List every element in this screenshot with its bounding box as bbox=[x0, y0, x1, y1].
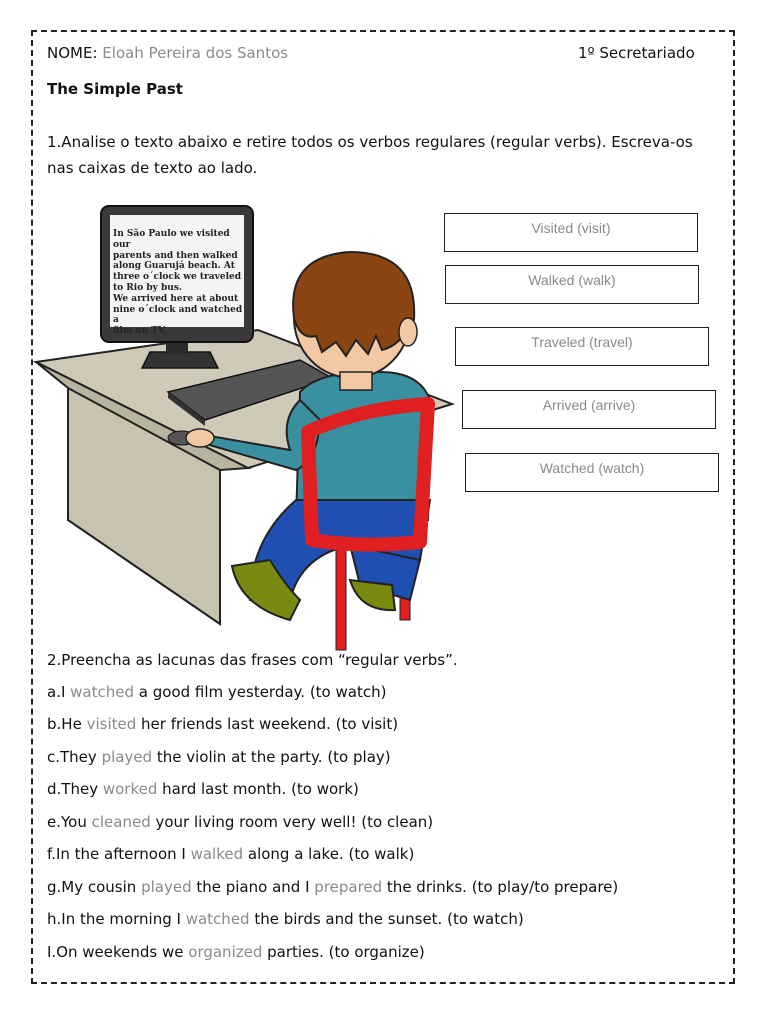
verb-box-walked[interactable]: Walked (walk) bbox=[445, 265, 699, 304]
sentence-text: f.In the afternoon I bbox=[47, 845, 191, 863]
sentence-text: e.You bbox=[47, 813, 92, 831]
answer-field[interactable]: watched bbox=[70, 683, 135, 701]
sentence-text: hard last month. (to work) bbox=[157, 780, 359, 798]
sentence-i bbox=[47, 942, 425, 962]
sentence-text: your living room very well! (to clean) bbox=[150, 813, 434, 831]
class-label: 1º Secretariado bbox=[578, 44, 695, 62]
name-label: NOME: bbox=[47, 44, 98, 62]
sentence-text: the violin at the party. (to play) bbox=[152, 748, 391, 766]
answer-field[interactable]: played bbox=[141, 878, 192, 896]
sentence-f bbox=[47, 844, 414, 864]
computer-screen-text bbox=[113, 229, 249, 337]
sentence-text: a good film yesterday. (to watch) bbox=[134, 683, 387, 701]
sentence-text: b.He bbox=[47, 715, 87, 733]
sentence-a bbox=[47, 682, 386, 702]
verb-box-traveled[interactable]: Traveled (travel) bbox=[455, 327, 709, 366]
screen-line: We arrived here at about bbox=[113, 293, 239, 304]
sentence-text: I.On weekends we bbox=[47, 943, 189, 961]
sentence-g bbox=[47, 877, 618, 897]
answer-field[interactable]: walked bbox=[190, 845, 244, 863]
sentence-text: along a lake. (to walk) bbox=[243, 845, 415, 863]
question1-line1: 1.Analise o texto abaixo e retire todos os verbos regulares (regular verbs). Escreva-os bbox=[47, 133, 693, 151]
sentence-c bbox=[47, 747, 391, 767]
screen-line: three o´clock we traveled bbox=[113, 272, 242, 283]
sentence-text: her friends last weekend. (to visit) bbox=[136, 715, 399, 733]
question2-title: 2.Preencha as lacunas das frases com “regular verbs”. bbox=[47, 651, 458, 669]
question1-line2: nas caixas de texto ao lado. bbox=[47, 159, 258, 177]
screen-line: along Guarujá beach. At bbox=[113, 261, 235, 272]
sentence-text: the drinks. (to play/to prepare) bbox=[382, 878, 619, 896]
verb-box-arrived[interactable]: Arrived (arrive) bbox=[462, 390, 716, 429]
answer-field[interactable]: organized bbox=[188, 943, 263, 961]
screen-line: In São Paulo we visited our bbox=[113, 229, 230, 250]
sentence-text: the birds and the sunset. (to watch) bbox=[249, 910, 524, 928]
screen-line: parents and then walked bbox=[113, 250, 238, 261]
answer-field[interactable]: visited bbox=[86, 715, 137, 733]
page-title: The Simple Past bbox=[47, 80, 183, 98]
sentence-text: h.In the morning I bbox=[47, 910, 186, 928]
sentence-d bbox=[47, 779, 359, 799]
answer-field[interactable]: cleaned bbox=[91, 813, 151, 831]
verb-box-watched[interactable]: Watched (watch) bbox=[465, 453, 719, 492]
answer-field[interactable]: played bbox=[101, 748, 153, 766]
answer-field[interactable]: watched bbox=[185, 910, 250, 928]
sentence-text: c.They bbox=[47, 748, 102, 766]
sentence-text: parties. (to organize) bbox=[262, 943, 425, 961]
verb-box-visited[interactable]: Visited (visit) bbox=[444, 213, 698, 252]
sentence-b bbox=[47, 714, 398, 734]
screen-line: to Rio by bus. bbox=[113, 282, 183, 293]
sentence-e bbox=[47, 812, 433, 832]
sentence-text: g.My cousin bbox=[47, 878, 142, 896]
sentence-text: d.They bbox=[47, 780, 103, 798]
sentence-text: the piano and I bbox=[191, 878, 315, 896]
sentence-h bbox=[47, 909, 524, 929]
sentence-text: a.I bbox=[47, 683, 71, 701]
answer-field[interactable]: prepared bbox=[314, 878, 383, 896]
screen-line: film on TV. bbox=[113, 326, 167, 337]
answer-field[interactable]: worked bbox=[102, 780, 158, 798]
name-value: Eloah Pereira dos Santos bbox=[102, 44, 289, 62]
screen-line: nine o´clock and watched a bbox=[113, 304, 243, 326]
